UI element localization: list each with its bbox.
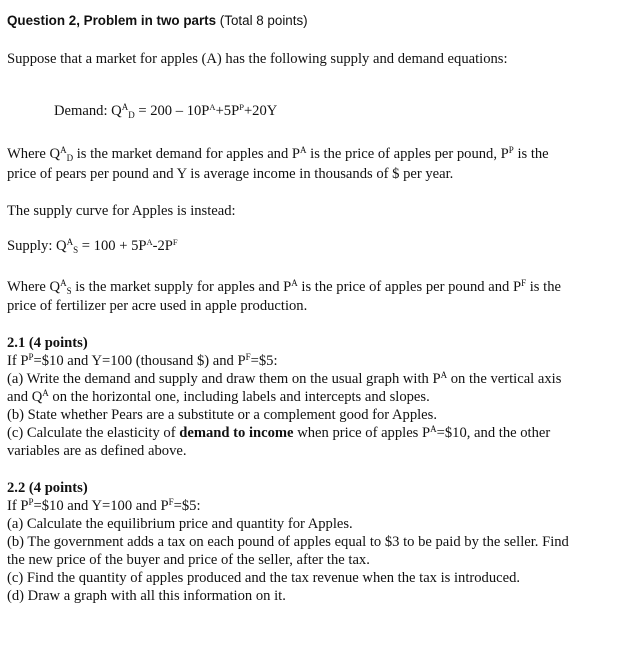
part-2-2-c: (c) Find the quantity of apples produced and the tax revenue when the tax is introduced. (7, 570, 521, 586)
intro-text: Suppose that a market for apples (A) has the following supply and demand equations: (7, 51, 508, 67)
text: (a) Write the demand and supply and draw them on the usual graph with P (7, 371, 441, 387)
text: Where Q (7, 279, 61, 295)
text: is the market demand for apples and P (73, 146, 301, 162)
text: when price of apples P (293, 425, 431, 441)
bold-text: demand to income (179, 425, 294, 441)
text: (c) Calculate the elasticity of (7, 425, 180, 441)
supply-term: -2P (152, 238, 173, 254)
supply-intro-text: The supply curve for Apples is instead: (7, 203, 236, 219)
sup: A (430, 424, 437, 434)
sup: P (508, 145, 514, 155)
sup: A (440, 370, 448, 380)
text: If P (7, 498, 29, 514)
sub: S (73, 245, 79, 255)
sub: S (66, 286, 72, 296)
demand-rhs: = 200 – 10P (134, 103, 210, 119)
text: is the market supply for apples and P (71, 279, 292, 295)
sup: P (28, 497, 34, 507)
sup: F (245, 352, 251, 362)
part-2-1-b: (b) State whether Pears are a substitute or a complement good for Apples. (7, 407, 437, 423)
where-demand-line1 (7, 146, 549, 163)
sup: A (121, 102, 129, 112)
demand-term: +20Y (243, 103, 278, 119)
text: If P (7, 353, 29, 369)
sup: F (521, 278, 527, 288)
demand-label: Demand: Q (54, 103, 122, 119)
part-2-2-conditions (7, 498, 201, 515)
text: =$10, and the other (436, 425, 551, 441)
title-bold: Question 2, Problem in two parts (7, 13, 217, 28)
sup: A (291, 278, 298, 288)
text: and Q (7, 389, 43, 405)
part-2-1-c-line2: variables are as defined above. (7, 443, 187, 459)
text: Where Q (7, 146, 61, 162)
sup: A (60, 145, 67, 155)
sub: D (128, 110, 135, 120)
supply-label: Supply: Q (7, 238, 67, 254)
text: =$10 and Y=100 (thousand $) and P (33, 353, 246, 369)
part-2-2-b-line2: the new price of the buyer and price of the seller, after the tax. (7, 552, 370, 568)
part-2-1-c-line1 (7, 425, 550, 442)
sup: F (168, 497, 174, 507)
part-2-2-a: (a) Calculate the equilibrium price and quantity for Apples. (7, 516, 353, 532)
part-2-1-conditions (7, 353, 278, 370)
sup: A (209, 102, 216, 112)
where-supply-line2: price of fertilizer per acre used in apple production. (7, 298, 308, 314)
text: on the vertical axis (447, 371, 562, 387)
sup: A (42, 388, 49, 398)
part-2-2-d: (d) Draw a graph with all this information on it. (7, 588, 286, 604)
where-supply-line1 (7, 279, 561, 296)
sup: A (300, 145, 307, 155)
text: is the (526, 279, 561, 295)
sup: F (172, 237, 178, 247)
part-2-2-b-line1: (b) The government adds a tax on each pound of apples equal to $3 to be paid by the seller. Find (7, 534, 569, 550)
demand-term: +5P (215, 103, 240, 119)
part-2-1-a-line1 (7, 371, 561, 388)
part-2-1-a-line2 (7, 389, 430, 406)
question-title (7, 12, 308, 29)
sup: A (66, 237, 74, 247)
text: on the horizontal one, including labels and intercepts and slopes. (48, 389, 430, 405)
supply-equation (7, 238, 178, 255)
part-2-1-heading: 2.1 (4 points) (7, 335, 88, 351)
text: is the price of apples per pound, P (306, 146, 509, 162)
title-points: (Total 8 points) (216, 13, 308, 28)
sup: P (239, 102, 244, 112)
sup: A (146, 237, 153, 247)
text: =$5: (250, 353, 278, 369)
text: is the price of apples per pound and P (297, 279, 522, 295)
demand-equation (54, 103, 277, 120)
where-demand-line2: price of pears per pound and Y is average income in thousands of $ per year. (7, 166, 454, 182)
text: =$10 and Y=100 and P (33, 498, 169, 514)
sub: D (66, 153, 74, 163)
text: =$5: (173, 498, 201, 514)
sup: A (60, 278, 67, 288)
part-2-2-heading: 2.2 (4 points) (7, 480, 88, 496)
sup: P (28, 352, 34, 362)
text: is the (513, 146, 549, 162)
supply-rhs: = 100 + 5P (78, 238, 147, 254)
